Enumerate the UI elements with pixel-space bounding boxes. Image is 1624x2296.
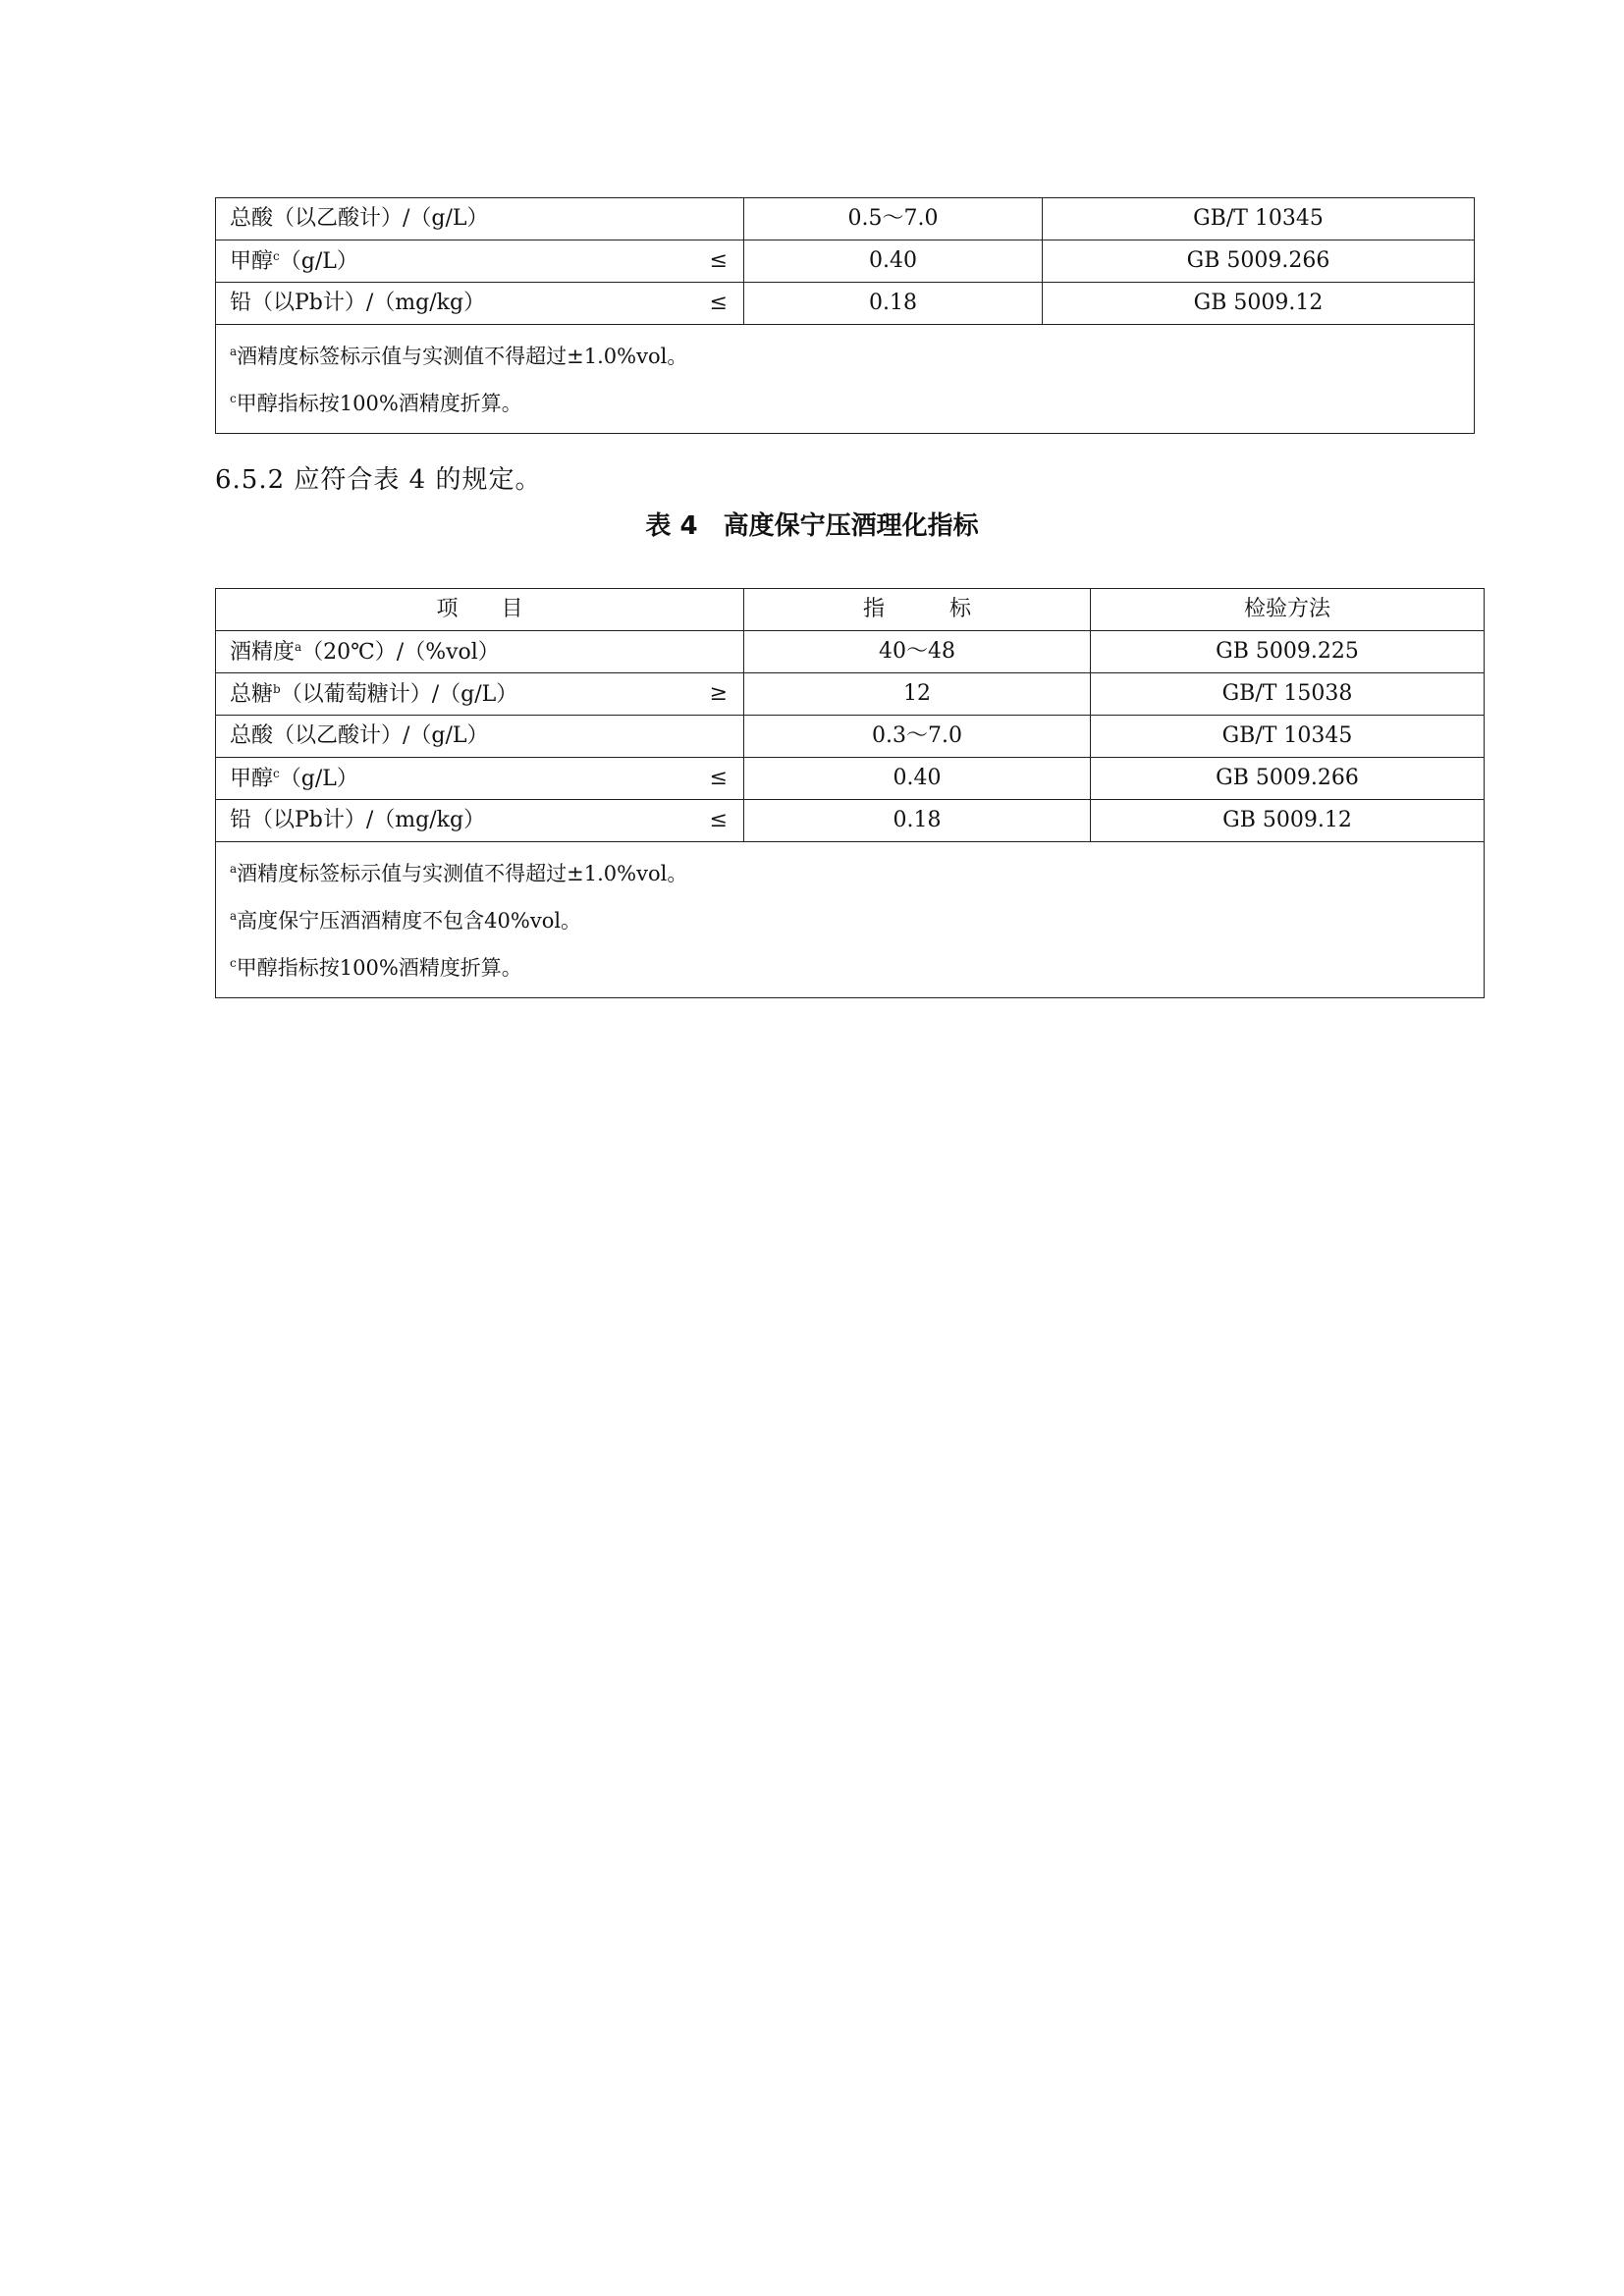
value-cell: 0.18 bbox=[744, 283, 1043, 325]
value-cell: 0.18 bbox=[744, 800, 1091, 842]
method-cell: GB 5009.266 bbox=[1091, 758, 1485, 800]
item-label: 酒精度$^a$（20℃）/（%vol） bbox=[230, 639, 500, 665]
item-label: 铅（以Pb计）/（mg/kg） bbox=[230, 808, 486, 832]
item-label: 总糖$^b$（以葡萄糖计）/（g/L） bbox=[230, 681, 518, 707]
value-cell: 40～48 bbox=[744, 631, 1091, 673]
operator: ≤ bbox=[709, 766, 728, 790]
item-label: 总酸（以乙酸计）/（g/L） bbox=[230, 206, 489, 231]
value-cell: 0.40 bbox=[744, 240, 1043, 283]
header-item: 项 目 bbox=[216, 589, 744, 631]
item-cell bbox=[216, 240, 744, 283]
item-label: 甲醇$^c$（g/L） bbox=[230, 766, 358, 791]
footnote: $^c$甲醇指标按100%酒精度折算。 bbox=[230, 956, 522, 980]
table-number: 表 4 bbox=[645, 511, 698, 541]
item-cell bbox=[216, 673, 744, 716]
table-row bbox=[216, 673, 1485, 716]
operator: ≤ bbox=[709, 808, 728, 832]
table-row bbox=[216, 716, 1485, 758]
notes-row bbox=[216, 842, 1485, 998]
method-cell: GB 5009.225 bbox=[1091, 631, 1485, 673]
item-cell bbox=[216, 631, 744, 673]
operator: ≤ bbox=[709, 248, 728, 273]
footnote: $^a$酒精度标签标示值与实测值不得超过±1.0%vol。 bbox=[230, 345, 688, 368]
table-title: 高度保宁压酒理化指标 bbox=[723, 511, 979, 541]
table-row bbox=[216, 240, 1475, 283]
method-cell: GB/T 15038 bbox=[1091, 673, 1485, 716]
header-value: 指 标 bbox=[744, 589, 1091, 631]
item-cell bbox=[216, 800, 744, 842]
table-caption bbox=[0, 506, 1624, 542]
table-row bbox=[216, 283, 1475, 325]
footnote: $^a$酒精度标签标示值与实测值不得超过±1.0%vol。 bbox=[230, 862, 688, 885]
item-label: 铅（以Pb计）/（mg/kg） bbox=[230, 291, 486, 315]
table-row bbox=[216, 758, 1485, 800]
clause-paragraph: 6.5.2 应符合表 4 的规定。 bbox=[215, 465, 542, 495]
value-cell: 0.40 bbox=[744, 758, 1091, 800]
item-cell bbox=[216, 758, 744, 800]
method-cell: GB 5009.12 bbox=[1091, 800, 1485, 842]
method-cell: GB/T 10345 bbox=[1091, 716, 1485, 758]
footnote: $^c$甲醇指标按100%酒精度折算。 bbox=[230, 392, 522, 415]
item-cell bbox=[216, 716, 744, 758]
table-row bbox=[216, 631, 1485, 673]
value-cell: 0.5～7.0 bbox=[744, 198, 1043, 240]
method-cell: GB 5009.12 bbox=[1043, 283, 1475, 325]
footnote: $^a$高度保宁压酒酒精度不包含40%vol。 bbox=[230, 909, 582, 933]
method-cell: GB/T 10345 bbox=[1043, 198, 1475, 240]
table-3-continued bbox=[215, 197, 1475, 434]
header-method: 检验方法 bbox=[1091, 589, 1485, 631]
method-cell: GB 5009.266 bbox=[1043, 240, 1475, 283]
operator: ≤ bbox=[709, 291, 728, 315]
table-4 bbox=[215, 588, 1485, 998]
table-row bbox=[216, 800, 1485, 842]
item-cell bbox=[216, 198, 744, 240]
item-cell bbox=[216, 283, 744, 325]
operator: ≥ bbox=[709, 681, 728, 706]
header-row bbox=[216, 589, 1485, 631]
value-cell: 0.3～7.0 bbox=[744, 716, 1091, 758]
table-row bbox=[216, 198, 1475, 240]
notes-cell bbox=[216, 325, 1475, 434]
notes-cell bbox=[216, 842, 1485, 998]
notes-row bbox=[216, 325, 1475, 434]
item-label: 总酸（以乙酸计）/（g/L） bbox=[230, 723, 489, 748]
value-cell: 12 bbox=[744, 673, 1091, 716]
item-label: 甲醇$^c$（g/L） bbox=[230, 248, 358, 274]
